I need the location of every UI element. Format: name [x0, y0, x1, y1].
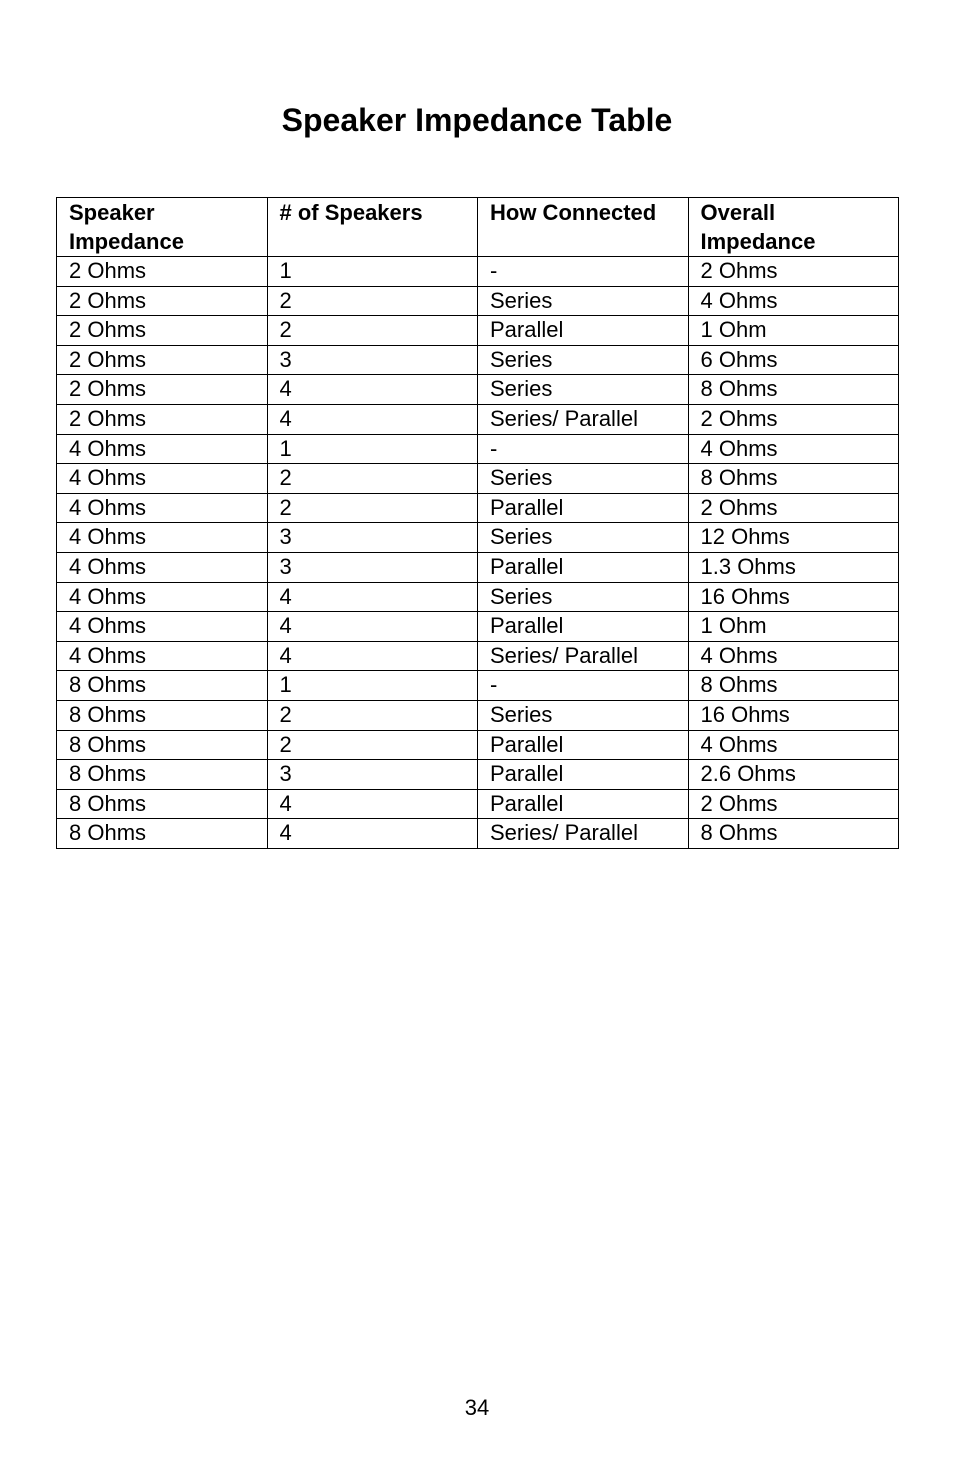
- cell-overall-impedance: 16 Ohms: [688, 582, 899, 612]
- cell-how-connected: Series/ Parallel: [478, 641, 689, 671]
- cell-number-of-speakers: 4: [267, 819, 478, 849]
- cell-overall-impedance: 1 Ohm: [688, 316, 899, 346]
- table-row: [57, 434, 899, 464]
- cell-number-of-speakers: 3: [267, 345, 478, 375]
- cell-speaker-impedance: 4 Ohms: [57, 523, 268, 553]
- table-row: [57, 493, 899, 523]
- cell-how-connected: Series/ Parallel: [478, 404, 689, 434]
- cell-overall-impedance: 4 Ohms: [688, 434, 899, 464]
- cell-overall-impedance: 8 Ohms: [688, 671, 899, 701]
- header-number-of-speakers: # of Speakers: [267, 198, 478, 257]
- cell-how-connected: Parallel: [478, 316, 689, 346]
- cell-number-of-speakers: 3: [267, 523, 478, 553]
- table-row: [57, 464, 899, 494]
- cell-number-of-speakers: 1: [267, 434, 478, 464]
- table-row: [57, 760, 899, 790]
- table-row: [57, 641, 899, 671]
- cell-how-connected: -: [478, 434, 689, 464]
- cell-number-of-speakers: 2: [267, 286, 478, 316]
- cell-speaker-impedance: 2 Ohms: [57, 286, 268, 316]
- cell-overall-impedance: 8 Ohms: [688, 464, 899, 494]
- header-speaker-impedance: Speaker Impedance: [57, 198, 268, 257]
- cell-overall-impedance: 2 Ohms: [688, 789, 899, 819]
- cell-number-of-speakers: 1: [267, 257, 478, 287]
- cell-speaker-impedance: 4 Ohms: [57, 552, 268, 582]
- cell-speaker-impedance: 2 Ohms: [57, 257, 268, 287]
- table-row: [57, 671, 899, 701]
- cell-speaker-impedance: 4 Ohms: [57, 612, 268, 642]
- cell-how-connected: -: [478, 671, 689, 701]
- table-row: [57, 523, 899, 553]
- table-row: [57, 375, 899, 405]
- cell-overall-impedance: 1 Ohm: [688, 612, 899, 642]
- cell-how-connected: Parallel: [478, 789, 689, 819]
- cell-how-connected: Parallel: [478, 760, 689, 790]
- table-row: [57, 316, 899, 346]
- table-header: [57, 198, 899, 257]
- cell-number-of-speakers: 4: [267, 641, 478, 671]
- cell-number-of-speakers: 4: [267, 404, 478, 434]
- table-body: [57, 257, 899, 849]
- cell-speaker-impedance: 2 Ohms: [57, 316, 268, 346]
- cell-speaker-impedance: 8 Ohms: [57, 819, 268, 849]
- cell-how-connected: Series: [478, 582, 689, 612]
- cell-how-connected: Parallel: [478, 493, 689, 523]
- cell-number-of-speakers: 2: [267, 700, 478, 730]
- page-number: 34: [464, 1395, 490, 1420]
- page-title: Speaker Impedance Table: [281, 102, 673, 138]
- cell-speaker-impedance: 4 Ohms: [57, 582, 268, 612]
- cell-number-of-speakers: 4: [267, 789, 478, 819]
- cell-overall-impedance: 16 Ohms: [688, 700, 899, 730]
- cell-speaker-impedance: 4 Ohms: [57, 464, 268, 494]
- cell-how-connected: -: [478, 257, 689, 287]
- cell-number-of-speakers: 2: [267, 464, 478, 494]
- cell-how-connected: Series: [478, 375, 689, 405]
- cell-speaker-impedance: 4 Ohms: [57, 641, 268, 671]
- table-row: [57, 286, 899, 316]
- header-how-connected: How Connected: [478, 198, 689, 257]
- cell-how-connected: Series: [478, 523, 689, 553]
- table-row: [57, 345, 899, 375]
- cell-number-of-speakers: 4: [267, 375, 478, 405]
- cell-overall-impedance: 2.6 Ohms: [688, 760, 899, 790]
- table-row: [57, 700, 899, 730]
- cell-number-of-speakers: 3: [267, 760, 478, 790]
- cell-speaker-impedance: 8 Ohms: [57, 700, 268, 730]
- cell-how-connected: Series: [478, 464, 689, 494]
- table-row: [57, 612, 899, 642]
- cell-overall-impedance: 4 Ohms: [688, 730, 899, 760]
- speaker-impedance-table: [56, 197, 899, 849]
- cell-number-of-speakers: 2: [267, 730, 478, 760]
- header-overall-impedance: Overall Impedance: [688, 198, 899, 257]
- table-row: [57, 730, 899, 760]
- cell-how-connected: Series: [478, 700, 689, 730]
- cell-overall-impedance: 8 Ohms: [688, 819, 899, 849]
- cell-number-of-speakers: 4: [267, 582, 478, 612]
- cell-overall-impedance: 8 Ohms: [688, 375, 899, 405]
- cell-speaker-impedance: 2 Ohms: [57, 404, 268, 434]
- cell-how-connected: Series: [478, 345, 689, 375]
- table-row: [57, 257, 899, 287]
- cell-overall-impedance: 2 Ohms: [688, 257, 899, 287]
- table-row: [57, 404, 899, 434]
- cell-how-connected: Parallel: [478, 730, 689, 760]
- cell-speaker-impedance: 4 Ohms: [57, 434, 268, 464]
- cell-speaker-impedance: 8 Ohms: [57, 760, 268, 790]
- cell-overall-impedance: 4 Ohms: [688, 286, 899, 316]
- cell-how-connected: Series/ Parallel: [478, 819, 689, 849]
- table-row: [57, 819, 899, 849]
- cell-speaker-impedance: 2 Ohms: [57, 345, 268, 375]
- cell-number-of-speakers: 1: [267, 671, 478, 701]
- cell-speaker-impedance: 4 Ohms: [57, 493, 268, 523]
- cell-speaker-impedance: 8 Ohms: [57, 730, 268, 760]
- cell-speaker-impedance: 8 Ohms: [57, 789, 268, 819]
- cell-overall-impedance: 4 Ohms: [688, 641, 899, 671]
- table-row: [57, 789, 899, 819]
- cell-number-of-speakers: 4: [267, 612, 478, 642]
- table-header-row: [57, 198, 899, 257]
- cell-how-connected: Parallel: [478, 552, 689, 582]
- cell-how-connected: Series: [478, 286, 689, 316]
- table-row: [57, 552, 899, 582]
- cell-overall-impedance: 12 Ohms: [688, 523, 899, 553]
- cell-speaker-impedance: 8 Ohms: [57, 671, 268, 701]
- cell-how-connected: Parallel: [478, 612, 689, 642]
- table-row: [57, 582, 899, 612]
- cell-overall-impedance: 6 Ohms: [688, 345, 899, 375]
- cell-speaker-impedance: 2 Ohms: [57, 375, 268, 405]
- cell-number-of-speakers: 3: [267, 552, 478, 582]
- cell-overall-impedance: 2 Ohms: [688, 493, 899, 523]
- cell-overall-impedance: 1.3 Ohms: [688, 552, 899, 582]
- cell-overall-impedance: 2 Ohms: [688, 404, 899, 434]
- cell-number-of-speakers: 2: [267, 316, 478, 346]
- cell-number-of-speakers: 2: [267, 493, 478, 523]
